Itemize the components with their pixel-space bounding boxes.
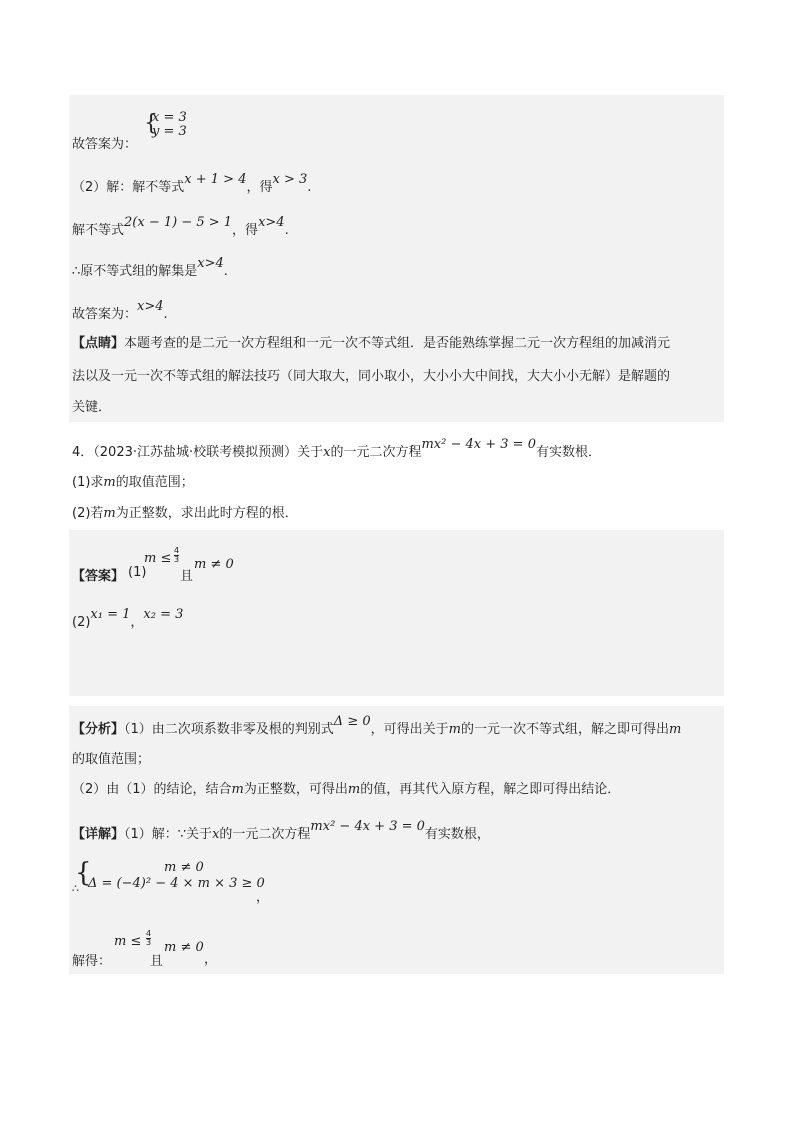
part2-line4: 故答案为：x>4. xyxy=(72,299,168,322)
discriminant-condition: Δ ≥ 0 xyxy=(333,714,371,729)
answer-part1: 【答案】 (1) m ≤ $\frac{4}{3}$ 且 m ≠ 0 xyxy=(72,546,234,584)
problem4-title: 4．（2023·江苏盐城·校联考模拟预测）关于x的一元二次方程mx² − 4x + 3 = 0有实数根． xyxy=(72,437,601,460)
analysis-line2: 的取值范围； xyxy=(72,752,151,767)
problem4-question2: (2)若m为正整数，求出此时方程的根． xyxy=(72,506,298,521)
comment-line3: 关键． xyxy=(72,400,112,415)
result-3: x>4 xyxy=(197,256,224,271)
result-2: x>4 xyxy=(258,215,285,230)
result-4: x>4 xyxy=(137,299,164,314)
inequality-2: 2(x − 1) − 5 > 1 xyxy=(124,215,233,230)
detail-tag: 【详解】 xyxy=(72,827,125,842)
quadratic-equation: mx² − 4x + 3 = 0 xyxy=(421,437,536,452)
root-1: x₁ = 1 xyxy=(90,607,131,622)
detail-solution: 解得： m ≤ $\frac{4}{3}$ 且 m ≠ 0 ， xyxy=(72,929,218,969)
answer-tag: 【答案】 xyxy=(72,569,125,584)
analysis-tag: 【分析】 xyxy=(72,722,125,737)
system-equation-x: x = 3 xyxy=(152,110,187,125)
inequality-1: x + 1 > 4 xyxy=(184,172,247,187)
problem4-question1: (1)求m的取值范围； xyxy=(72,475,194,490)
root-2: x₂ = 3 xyxy=(143,607,184,622)
comment-tag: 【点睛】 xyxy=(72,336,125,351)
detail-line1: 【详解】（1）解：∵关于x的一元二次方程mx² − 4x + 3 = 0有实数根， xyxy=(72,819,490,842)
analysis-line3: （2）由（1）的结论，结合m为正整数，可得出m的值，再其代入原方程，解之即可得出结论． xyxy=(72,782,621,797)
comment-line1: 【点睛】本题考查的是二元一次方程组和一元一次不等式组．是否能熟练掌握二元一次方程组的加减消元 xyxy=(72,336,671,351)
detail-equation: mx² − 4x + 3 = 0 xyxy=(310,819,425,834)
fraction: $\frac{4}{3}$ xyxy=(174,546,180,564)
analysis-line1: 【分析】（1）由二次项系数非零及根的判别式Δ ≥ 0，可得出关于m的一元一次不等式组，解之即可得出m xyxy=(72,714,682,737)
answer-label: 故答案为： xyxy=(72,137,138,152)
part2-line2: 解不等式2(x − 1) − 5 > 1，得x>4. xyxy=(72,215,289,238)
answer-part2: (2)x₁ = 1，x₂ = 3 xyxy=(72,607,184,630)
inequality-system: ∴ { m ≠ 0 Δ = (−4)² − 4 × m × 3 ≥ 0 ， xyxy=(72,858,270,905)
part2-line1: （2）解：解不等式x + 1 > 4，得x > 3. xyxy=(72,172,312,195)
part2-line3: ∴原不等式组的解集是x>4. xyxy=(72,256,228,279)
system-equation-y: y = 3 xyxy=(152,124,187,139)
comment-line2: 法以及一元一次不等式组的解法技巧（同大取大，同小取小，大小小大中间找，大大小小无解）是解题的 xyxy=(72,369,671,384)
result-1: x > 3 xyxy=(272,172,308,187)
